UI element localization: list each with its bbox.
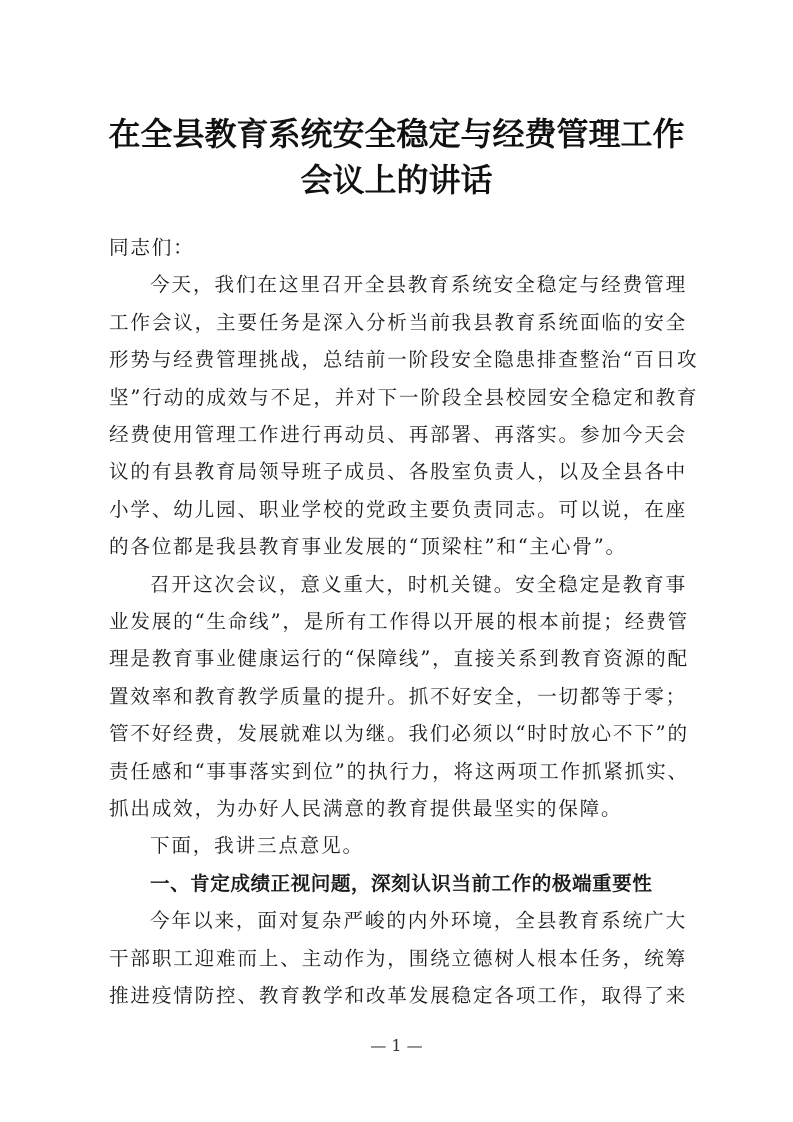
paragraph-line: 经费使用管理工作进行再动员、再部署、再落实。参加今天会 (109, 423, 687, 446)
paragraph-line: 小学、幼儿园、职业学校的党政主要负责同志。可以说，在座 (109, 497, 687, 521)
page-number: — 1 — (370, 1036, 423, 1055)
paragraph-line: 形势与经费管理挑战，总结前一阶段安全隐患排查整治“百日攻 (109, 348, 699, 372)
document-title-line-2: 会议上的讲话 (300, 161, 493, 199)
document-title-line-1: 在全县教育系统安全稳定与经费管理工作 (108, 115, 685, 153)
paragraph-line: 的各位都是我县教育事业发展的“顶梁柱”和“主心骨”。 (109, 535, 627, 559)
paragraph-line: 管不好经费，发展就难以为继。我们必须以“时时放心不下”的 (109, 722, 689, 746)
paragraph-line: 置效率和教育教学质量的提升。抓不好安全，一切都等于零； (109, 684, 687, 708)
section-heading: 一、肯定成绩正视问题，深刻认识当前工作的极端重要性 (150, 871, 653, 895)
paragraph-line: 责任感和“事事落实到位”的执行力，将这两项工作抓紧抓实、 (109, 759, 689, 783)
paragraph-line: 今年以来，面对复杂严峻的内外环境，全县教育系统广大 (150, 909, 687, 933)
salutation: 同志们： (109, 236, 195, 259)
paragraph-line: 干部职工迎难而上、主动作为，围绕立德树人根本任务，统筹 (109, 946, 687, 970)
paragraph-line: 议的有县教育局领导班子成员、各股室负责人，以及全县各中 (109, 460, 687, 484)
paragraph-line: 抓出成效，为办好人民满意的教育提供最坚实的保障。 (109, 797, 623, 820)
paragraph-line: 今天，我们在这里召开全县教育系统安全稳定与经费管理 (150, 273, 687, 297)
paragraph-line: 理是教育事业健康运行的“保障线”，直接关系到教育资源的配 (109, 647, 689, 671)
paragraph-line: 工作会议，主要任务是深入分析当前我县教育系统面临的安全 (109, 310, 687, 334)
paragraph-line: 业发展的“生命线”，是所有工作得以开展的根本前提；经费管 (109, 610, 689, 633)
paragraph-line: 召开这次会议，意义重大，时机关键。安全稳定是教育事 (150, 572, 687, 596)
paragraph-line: 推进疫情防控、教育教学和改革发展稳定各项工作，取得了来 (109, 984, 687, 1007)
paragraph-line: 坚”行动的成效与不足，并对下一阶段全县校园安全稳定和教育 (109, 385, 699, 409)
paragraph-line: 下面，我讲三点意见。 (150, 834, 364, 858)
